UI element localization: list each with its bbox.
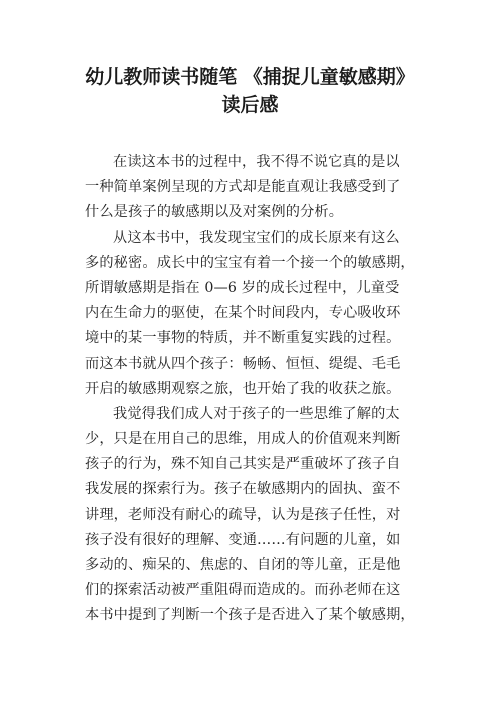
text-line: 本书中提到了判断一个孩子是否进入了某个敏感期， (85, 607, 415, 624)
paragraph-first-line: 我觉得我们成人对于孩子的一些思维了解的太 (113, 405, 400, 422)
document-body (85, 150, 430, 629)
text-line: 而这本书就从四个孩子：畅畅、恒恒、缇缇、毛毛 (85, 355, 401, 372)
text-line: 一种简单案例呈现的方式却是能直观让我感受到了 (85, 179, 401, 196)
text-line: 们的探索活动被严重阻碍而造成的。而孙老师在这 (85, 582, 401, 599)
text-line: 内在生命力的驱使，在某个时间段内，专心吸收环 (85, 305, 401, 322)
text-line: 开启的敏感期观察之旅，也开始了我的收获之旅。 (85, 380, 401, 397)
paragraph-first-line: 在读这本书的过程中，我不得不说它真的是以 (113, 154, 400, 170)
text-line: 多的秘密。成长中的宝宝有着一个接一个的敏感期， (85, 254, 415, 271)
text-line: 什么是孩子的敏感期以及对案例的分析。 (85, 204, 344, 221)
text-line: 孩子的行为，殊不知自己其实是严重破坏了孩子自 (85, 456, 401, 473)
document-title: 幼儿教师读书随笔 《捕捉儿童敏感期》 (85, 66, 415, 88)
document-title-continued: 读后感 (221, 94, 279, 116)
paragraph-first-line: 从这本书中，我发现宝宝们的成长原来有这么 (113, 229, 400, 246)
text-line: 所谓敏感期是指在 0—6 岁的成长过程中，儿童受 (85, 279, 400, 296)
text-line: 讲理，老师没有耐心的疏导，认为是孩子任性，对 (85, 506, 401, 523)
text-line: 孩子没有很好的理解、变通……有问题的儿童，如 (85, 531, 401, 548)
text-line: 境中的某一事物的特质，并不断重复实践的过程。 (85, 330, 401, 347)
text-line: 我发展的探索行为。孩子在敏感期内的固执、蛮不 (85, 481, 401, 498)
text-line: 多动的、痴呆的、焦虑的、自闭的等儿童，正是他 (85, 557, 401, 573)
text-line: 少，只是在用自己的思维，用成人的价值观来判断 (85, 431, 401, 448)
